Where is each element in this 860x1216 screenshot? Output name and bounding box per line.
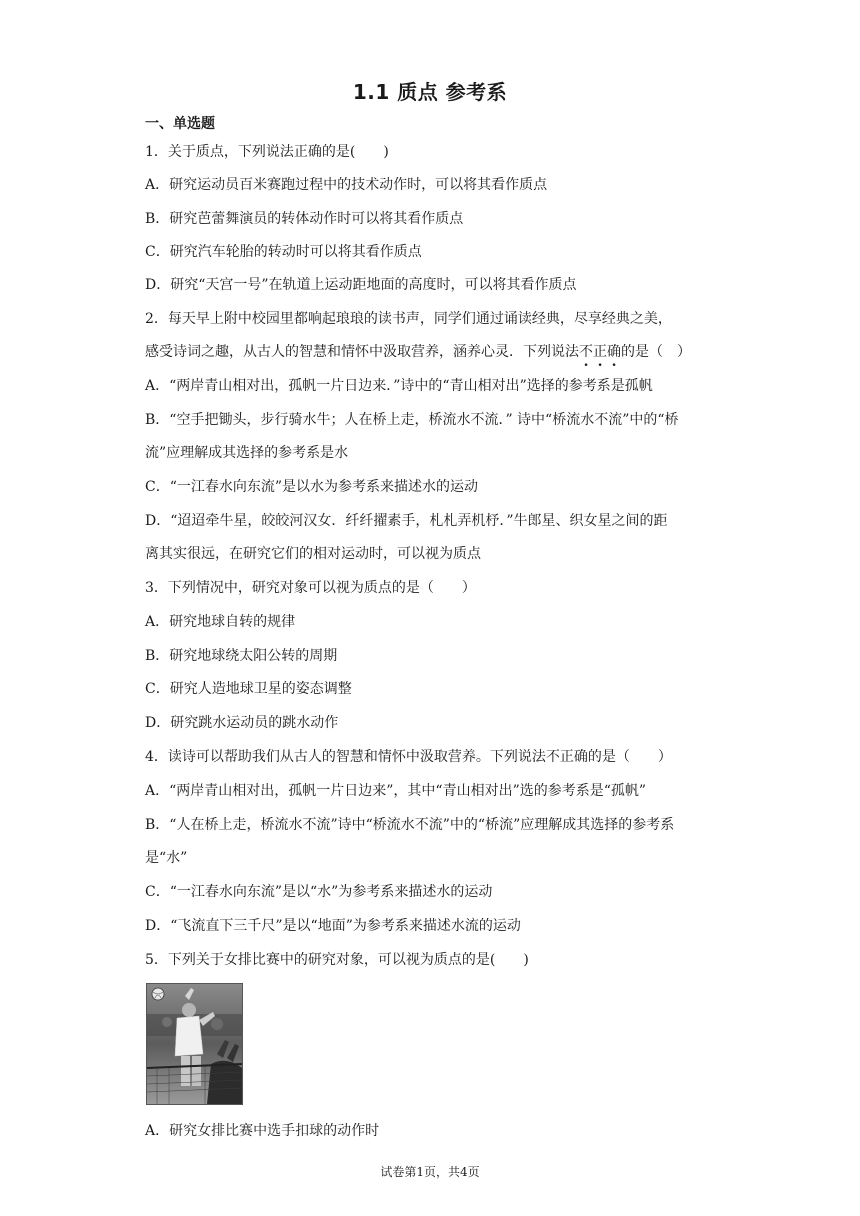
q3-option-c: C．研究人造地球卫星的姿态调整 — [145, 681, 352, 697]
q2-stem-text: 感受诗词之趣，从古人的智慧和情怀中汲取营养，涵养心灵．下列说法 — [145, 344, 579, 360]
q4-option-b-line2: 是“水” — [145, 850, 188, 866]
q4-option-a: A．“两岸青山相对出，孤帆一片日边来”，其中“青山相对出”选的参考系是“孤帆” — [145, 783, 647, 799]
q2-option-c: C．“一江春水向东流”是以水为参考系来描述水的运动 — [145, 479, 479, 495]
q2-option-b-line1: B．“空手把锄头，步行骑水牛；人在桥上走，桥流水不流．” 诗中“桥流水不流”中的“桥 — [145, 412, 679, 428]
q2-option-a: A．“两岸青山相对出，孤帆一片日边来．”诗中的“青山相对出”选择的参考系是孤帆 — [145, 378, 653, 394]
q3-option-b: B．研究地球绕太阳公转的周期 — [145, 648, 338, 664]
emphasis-char: 正 — [593, 344, 607, 360]
page-title: 1.1 质点 参考系 — [352, 80, 508, 104]
emphasis-char: 不 — [579, 344, 593, 360]
q3-option-a: A．研究地球自转的规律 — [145, 614, 296, 630]
q5-stem: 5．下列关于女排比赛中的研究对象，可以视为质点的是( ) — [145, 952, 529, 968]
q2-stem-line1: 2．每天早上附中校园里都响起琅琅的读书声，同学们通过诵读经典，尽享经典之美， — [145, 311, 672, 327]
q3-option-d: D．研究跳水运动员的跳水动作 — [145, 715, 339, 731]
q2-stem-tail: 的是（ ） — [621, 344, 691, 360]
q5-option-a: A．研究女排比赛中选手扣球的动作时 — [145, 1123, 380, 1139]
q2-option-b-line2: 流”应理解成其选择的参考系是水 — [145, 445, 349, 461]
q4-stem: 4．读诗可以帮助我们从古人的智慧和情怀中汲取营养。下列说法不正确的是（ ） — [145, 749, 672, 765]
q4-option-b-line1: B．“人在桥上走，桥流水不流”诗中“桥流水不流”中的“桥流”应理解成其选择的参考系 — [145, 817, 675, 833]
q1-option-c: C．研究汽车轮胎的转动时可以将其看作质点 — [145, 244, 422, 260]
section-heading: 一、单选题 — [145, 116, 215, 132]
q1-stem: 1．关于质点，下列说法正确的是( ) — [145, 144, 389, 160]
q4-option-d: D．“飞流直下三千尺”是以“地面”为参考系来描述水流的运动 — [145, 918, 521, 934]
q2-option-d-line1: D．“迢迢牵牛星，皎皎河汉女．纤纤擢素手，札札弄机杼．”牛郎星、织女星之间的距 — [145, 513, 668, 529]
emphasis-char: 确 — [607, 344, 621, 360]
q2-stem-line2 — [145, 343, 691, 361]
q1-option-b: B．研究芭蕾舞演员的转体动作时可以将其看作质点 — [145, 211, 464, 227]
page-footer: 试卷第1页，共4页 — [380, 1165, 480, 1179]
volleyball-photo — [146, 983, 243, 1105]
q2-option-d-line2: 离其实很远，在研究它们的相对运动时，可以视为质点 — [145, 546, 481, 562]
q1-option-a: A．研究运动员百米赛跑过程中的技术动作时，可以将其看作质点 — [145, 177, 548, 193]
q3-stem: 3．下列情况中，研究对象可以视为质点的是（ ） — [145, 580, 476, 596]
q1-option-d: D．研究“天宫一号”在轨道上运动距地面的高度时，可以将其看作质点 — [145, 277, 577, 293]
q4-option-c: C．“一江春水向东流”是以“水”为参考系来描述水的运动 — [145, 884, 493, 900]
